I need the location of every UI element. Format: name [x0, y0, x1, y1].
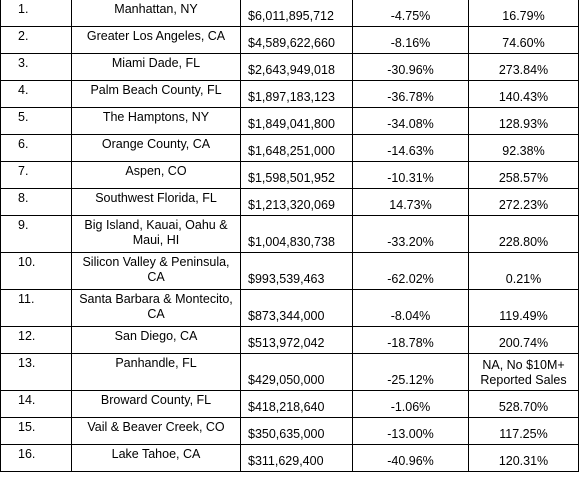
percent-cell: 228.80%: [469, 216, 579, 253]
change-cell: -33.20%: [353, 216, 469, 253]
table-row: [1, 27, 579, 54]
change-cell: 14.73%: [353, 189, 469, 216]
volume-cell: $993,539,463: [241, 253, 353, 290]
percent-cell: 74.60%: [469, 27, 579, 54]
change-cell: -25.12%: [353, 354, 469, 391]
change-cell: -1.06%: [353, 391, 469, 418]
volume-cell: $1,897,183,123: [241, 81, 353, 108]
percent-cell: 119.49%: [469, 290, 579, 327]
volume-cell: $873,344,000: [241, 290, 353, 327]
table-row: [1, 0, 579, 27]
rank-cell: 8.: [1, 189, 72, 216]
volume-cell: $6,011,895,712: [241, 0, 353, 27]
percent-cell: 140.43%: [469, 81, 579, 108]
table-row: [1, 189, 579, 216]
change-cell: -13.00%: [353, 418, 469, 445]
percent-cell: NA, No $10M+ Reported Sales: [469, 354, 579, 391]
rank-cell: 5.: [1, 108, 72, 135]
table-row: [1, 253, 579, 290]
change-cell: -18.78%: [353, 327, 469, 354]
table-row: [1, 216, 579, 253]
rank-cell: 10.: [1, 253, 72, 290]
table-row: [1, 54, 579, 81]
percent-cell: 16.79%: [469, 0, 579, 27]
rank-cell: 4.: [1, 81, 72, 108]
change-cell: -62.02%: [353, 253, 469, 290]
rank-cell: 13.: [1, 354, 72, 391]
table-row: [1, 81, 579, 108]
change-cell: -8.16%: [353, 27, 469, 54]
volume-cell: $418,218,640: [241, 391, 353, 418]
volume-cell: $311,629,400: [241, 445, 353, 472]
volume-cell: $1,598,501,952: [241, 162, 353, 189]
table-row: [1, 290, 579, 327]
change-cell: -14.63%: [353, 135, 469, 162]
location-cell: Vail & Beaver Creek, CO: [72, 418, 241, 445]
change-cell: -4.75%: [353, 0, 469, 27]
percent-cell: 258.57%: [469, 162, 579, 189]
volume-cell: $2,643,949,018: [241, 54, 353, 81]
table-row: [1, 418, 579, 445]
location-cell: Panhandle, FL: [72, 354, 241, 391]
location-cell: Greater Los Angeles, CA: [72, 27, 241, 54]
table-row: [1, 108, 579, 135]
location-cell: Miami Dade, FL: [72, 54, 241, 81]
location-cell: Aspen, CO: [72, 162, 241, 189]
location-cell: Palm Beach County, FL: [72, 81, 241, 108]
volume-cell: $1,213,320,069: [241, 189, 353, 216]
rank-cell: 6.: [1, 135, 72, 162]
percent-cell: 273.84%: [469, 54, 579, 81]
rank-cell: 2.: [1, 27, 72, 54]
location-cell: San Diego, CA: [72, 327, 241, 354]
markets-table-body: [1, 0, 579, 472]
rank-cell: 11.: [1, 290, 72, 327]
location-cell: Manhattan, NY: [72, 0, 241, 27]
table-row: [1, 391, 579, 418]
volume-cell: $429,050,000: [241, 354, 353, 391]
volume-cell: $513,972,042: [241, 327, 353, 354]
change-cell: -40.96%: [353, 445, 469, 472]
table-row: [1, 354, 579, 391]
volume-cell: $4,589,622,660: [241, 27, 353, 54]
rank-cell: 1.: [1, 0, 72, 27]
percent-cell: 200.74%: [469, 327, 579, 354]
location-cell: Broward County, FL: [72, 391, 241, 418]
table-row: [1, 445, 579, 472]
location-cell: Lake Tahoe, CA: [72, 445, 241, 472]
rank-cell: 12.: [1, 327, 72, 354]
change-cell: -8.04%: [353, 290, 469, 327]
percent-cell: 92.38%: [469, 135, 579, 162]
location-cell: Big Island, Kauai, Oahu & Maui, HI: [72, 216, 241, 253]
location-cell: Santa Barbara & Montecito, CA: [72, 290, 241, 327]
percent-cell: 120.31%: [469, 445, 579, 472]
rank-cell: 9.: [1, 216, 72, 253]
rank-cell: 3.: [1, 54, 72, 81]
location-cell: Southwest Florida, FL: [72, 189, 241, 216]
table-row: [1, 327, 579, 354]
volume-cell: $1,648,251,000: [241, 135, 353, 162]
change-cell: -34.08%: [353, 108, 469, 135]
rank-cell: 15.: [1, 418, 72, 445]
rank-cell: 7.: [1, 162, 72, 189]
table-row: [1, 135, 579, 162]
change-cell: -10.31%: [353, 162, 469, 189]
location-cell: Silicon Valley & Peninsula, CA: [72, 253, 241, 290]
location-cell: The Hamptons, NY: [72, 108, 241, 135]
table-row: [1, 162, 579, 189]
change-cell: -36.78%: [353, 81, 469, 108]
percent-cell: 528.70%: [469, 391, 579, 418]
rank-cell: 14.: [1, 391, 72, 418]
percent-cell: 128.93%: [469, 108, 579, 135]
volume-cell: $1,004,830,738: [241, 216, 353, 253]
percent-cell: 117.25%: [469, 418, 579, 445]
volume-cell: $1,849,041,800: [241, 108, 353, 135]
location-cell: Orange County, CA: [72, 135, 241, 162]
rank-cell: 16.: [1, 445, 72, 472]
change-cell: -30.96%: [353, 54, 469, 81]
percent-cell: 272.23%: [469, 189, 579, 216]
percent-cell: 0.21%: [469, 253, 579, 290]
volume-cell: $350,635,000: [241, 418, 353, 445]
